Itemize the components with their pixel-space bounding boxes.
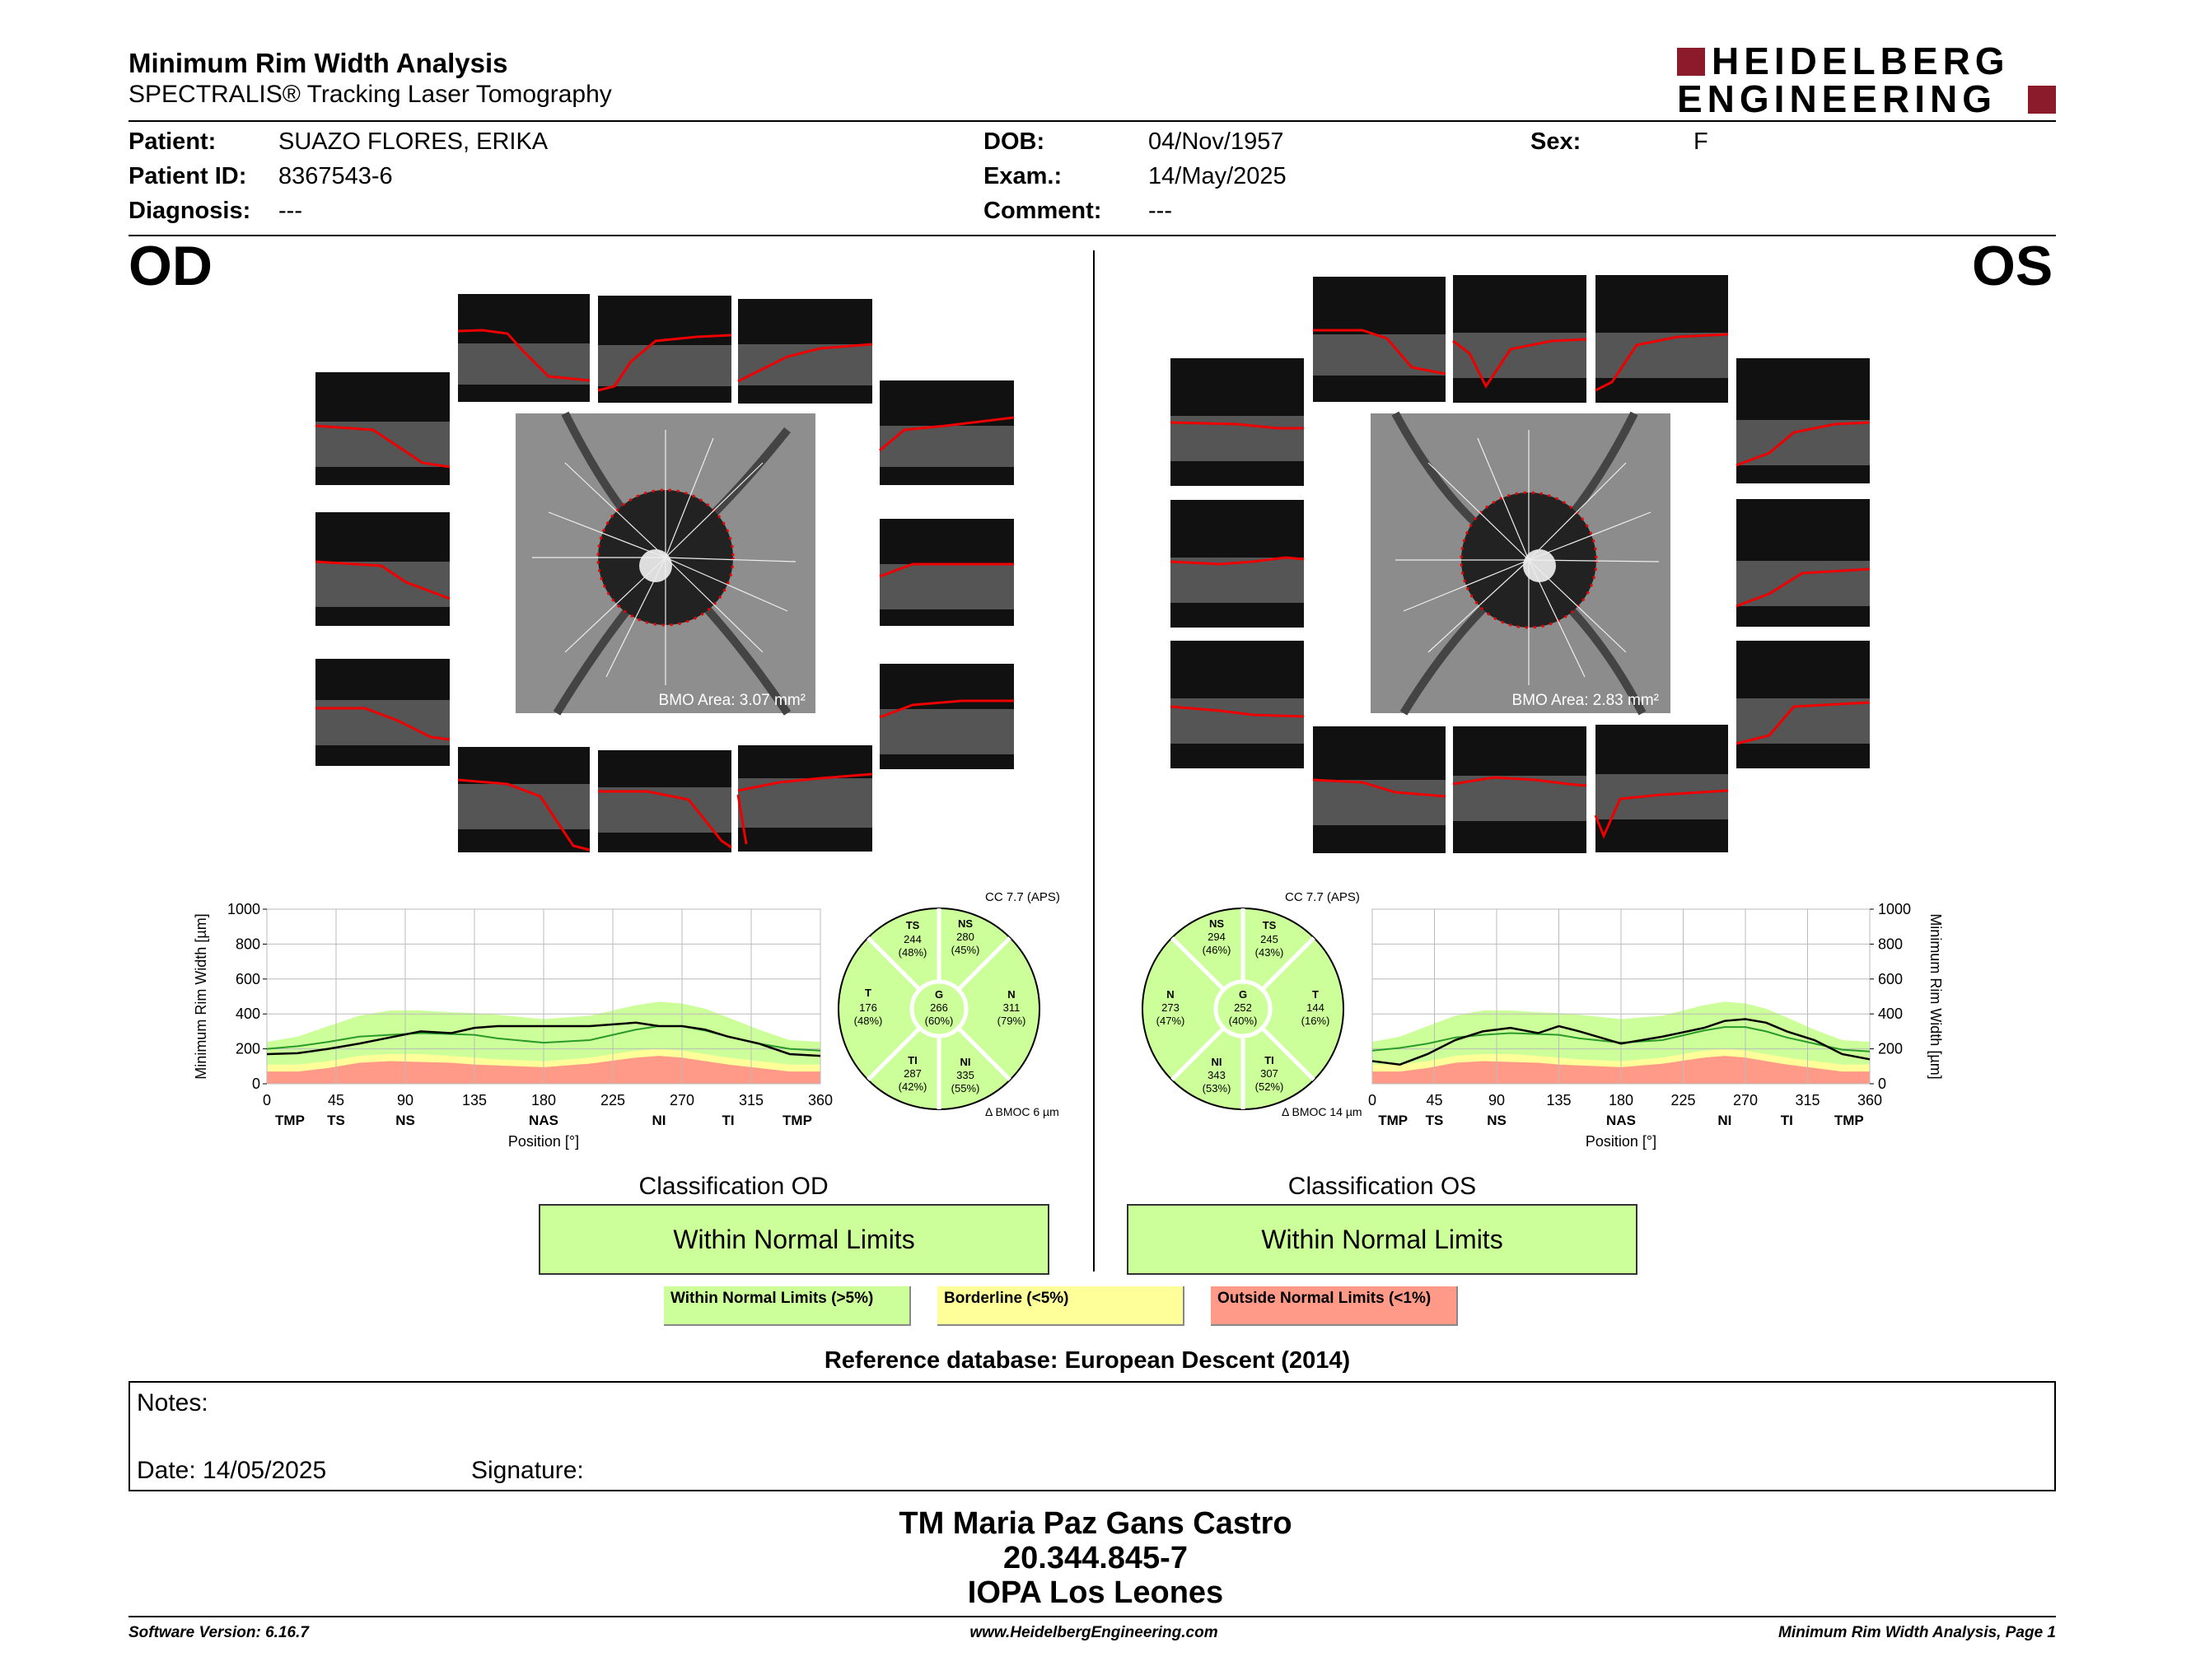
legend-within-normal: Within Normal Limits (>5%) xyxy=(664,1286,911,1326)
os-sector-T-value: 144 xyxy=(1306,1001,1324,1014)
legend-outside-normal: Outside Normal Limits (<1%) xyxy=(1211,1286,1458,1326)
signer-institution: IOPA Los Leones xyxy=(967,1575,1224,1610)
oct-scan[interactable] xyxy=(1170,641,1304,768)
sector-label: TMP xyxy=(275,1113,305,1128)
os-sector-G-value: 252 xyxy=(1234,1001,1252,1014)
os-sector-N-value: 273 xyxy=(1161,1001,1180,1014)
y-tick-label: 600 xyxy=(235,970,260,987)
od-sector-N-pct: (79%) xyxy=(997,1015,1026,1027)
oct-scan[interactable] xyxy=(1595,725,1728,852)
od-sector-NI-name: NI xyxy=(960,1056,971,1068)
sector-label: TI xyxy=(722,1113,735,1128)
oct-scan[interactable] xyxy=(1736,641,1870,768)
oct-scan[interactable] xyxy=(1170,500,1304,628)
signature-label: Signature: xyxy=(471,1457,584,1484)
oct-scan[interactable] xyxy=(458,747,590,852)
logo-text-line2: ENGINEERING xyxy=(1677,77,1997,120)
os-cc-label: CC 7.7 (APS) xyxy=(1285,890,1360,904)
y-tick-label: 800 xyxy=(235,936,260,953)
x-tick-label: 270 xyxy=(669,1092,695,1108)
y-tick-label: 200 xyxy=(1878,1040,1904,1057)
y-tick-label: 0 xyxy=(1878,1076,1887,1092)
x-tick-label: 0 xyxy=(1367,1092,1377,1108)
oct-scan[interactable] xyxy=(1736,358,1870,483)
patient-id: 8367543-6 xyxy=(278,163,393,189)
notes-box[interactable] xyxy=(128,1381,2056,1491)
y-tick-label: 600 xyxy=(1878,970,1904,987)
dob-label: DOB: xyxy=(983,128,1045,155)
delta-icon: Δ xyxy=(985,1105,993,1118)
y-tick-label: 1000 xyxy=(227,901,260,917)
y-tick-label: 400 xyxy=(235,1006,260,1023)
oct-scan[interactable] xyxy=(880,519,1014,626)
oct-scan[interactable] xyxy=(1170,358,1304,486)
od-sector-G-name: G xyxy=(934,988,944,1001)
x-tick-label: 225 xyxy=(1670,1092,1696,1108)
sector-label: TS xyxy=(1425,1113,1444,1128)
os-sector-G-name: G xyxy=(1238,988,1248,1001)
x-tick-label: 90 xyxy=(1488,1092,1506,1108)
oct-scan[interactable] xyxy=(315,659,450,766)
sector-label: TMP xyxy=(782,1113,812,1128)
od-eye-label: OD xyxy=(128,235,213,297)
sex-value: F xyxy=(1693,128,1708,155)
sector-label: TS xyxy=(327,1113,345,1128)
legend-borderline: Borderline (<5%) xyxy=(937,1286,1184,1326)
oct-scan[interactable] xyxy=(1453,726,1586,853)
x-tick-label: 135 xyxy=(1546,1092,1572,1108)
sector-label: NI xyxy=(652,1113,666,1128)
od-sector-N-value: 311 xyxy=(1002,1001,1021,1014)
x-tick-label: 360 xyxy=(1857,1092,1883,1108)
os-sector-N-name: N xyxy=(1166,988,1175,1001)
oct-scan[interactable] xyxy=(1313,277,1446,402)
exam-value: 14/May/2025 xyxy=(1148,163,1287,189)
od-sector-wheel xyxy=(836,906,1042,1112)
diagnosis-value: --- xyxy=(278,198,302,224)
od-sector-TS-pct: (48%) xyxy=(898,946,927,959)
os-sector-TS-name: TS xyxy=(1262,919,1277,931)
y-tick-label: 1000 xyxy=(1878,901,1912,917)
os-classification-title: Classification OS xyxy=(1287,1173,1477,1200)
sector-label: NAS xyxy=(529,1113,558,1128)
od-delta-bmoc: Δ BMOC 6 µm xyxy=(985,1105,1059,1118)
patient-label: Patient: xyxy=(128,128,217,155)
os-sector-NS-pct: (46%) xyxy=(1202,944,1231,956)
signer-name: TM Maria Paz Gans Castro xyxy=(899,1506,1292,1541)
sector-label: NI xyxy=(1717,1113,1732,1128)
oct-scan[interactable] xyxy=(315,372,450,485)
od-classification-title: Classification OD xyxy=(638,1173,829,1200)
date-label: Date: 14/05/2025 xyxy=(137,1457,327,1484)
oct-scan[interactable] xyxy=(738,745,872,852)
od-sector-NS-pct: (45%) xyxy=(951,944,980,956)
oct-scan[interactable] xyxy=(458,294,590,402)
od-sector-TI-name: TI xyxy=(908,1054,918,1066)
oct-scan[interactable] xyxy=(598,750,731,852)
footer-divider xyxy=(128,1616,2056,1617)
y-tick-label: 0 xyxy=(251,1076,260,1092)
y-tick-label: 200 xyxy=(235,1040,260,1057)
os-fundus-image[interactable] xyxy=(1371,413,1670,713)
logo-text-line1: HEIDELBERG xyxy=(1712,40,2010,82)
patient-name: SUAZO FLORES, ERIKA xyxy=(278,128,549,155)
website-link[interactable]: www.HeidelbergEngineering.com xyxy=(969,1624,1218,1641)
x-axis-title: Position [°] xyxy=(1585,1133,1657,1150)
os-sector-TI-name: TI xyxy=(1264,1054,1274,1066)
sector-label: NS xyxy=(395,1113,415,1128)
x-tick-label: 360 xyxy=(807,1092,834,1108)
od-sector-NS-value: 280 xyxy=(956,931,974,943)
os-sector-N-pct: (47%) xyxy=(1156,1015,1185,1027)
od-sector-NI-pct: (55%) xyxy=(951,1082,980,1094)
od-sector-G-value: 266 xyxy=(930,1001,948,1014)
sector-label: NS xyxy=(1487,1113,1507,1128)
x-tick-label: 225 xyxy=(600,1092,626,1108)
od-sector-T-pct: (48%) xyxy=(853,1015,883,1027)
os-sector-NS-name: NS xyxy=(1208,917,1225,930)
signer-id: 20.344.845-7 xyxy=(1003,1541,1188,1575)
od-sector-T-name: T xyxy=(865,987,871,999)
diagnosis-label: Diagnosis: xyxy=(128,198,251,224)
od-cc-label: CC 7.7 (APS) xyxy=(985,890,1060,904)
oct-scan[interactable] xyxy=(1595,275,1728,403)
x-tick-label: 180 xyxy=(1608,1092,1634,1108)
od-sector-TS-name: TS xyxy=(905,919,920,931)
report-subtitle: SPECTRALIS® Tracking Laser Tomography xyxy=(128,81,612,108)
sector-label: NAS xyxy=(1606,1113,1636,1128)
os-delta-bmoc: Δ BMOC 14 µm xyxy=(1282,1105,1362,1118)
os-sector-T-name: T xyxy=(1312,988,1319,1001)
page-info: Minimum Rim Width Analysis, Page 1 xyxy=(1778,1624,2056,1641)
od-sector-N-name: N xyxy=(1007,988,1016,1001)
x-tick-label: 0 xyxy=(262,1092,272,1108)
od-fundus-image[interactable] xyxy=(516,413,815,713)
oct-scan[interactable] xyxy=(598,296,731,403)
os-sector-TS-pct: (43%) xyxy=(1254,946,1284,959)
os-sector-wheel xyxy=(1140,906,1346,1112)
os-mrw-chart xyxy=(1359,898,2026,1169)
sector-label: TMP xyxy=(1378,1113,1408,1128)
comment-value: --- xyxy=(1148,198,1172,224)
od-bmo-area: BMO Area: 3.07 mm² xyxy=(658,692,806,709)
od-mrw-chart xyxy=(189,898,834,1169)
center-divider xyxy=(1093,250,1095,1272)
x-axis-title: Position [°] xyxy=(507,1133,580,1150)
x-tick-label: 45 xyxy=(1426,1092,1443,1108)
oct-scan[interactable] xyxy=(880,380,1014,485)
od-classification-result: Within Normal Limits xyxy=(539,1204,1049,1275)
od-sector-TI-pct: (42%) xyxy=(898,1080,927,1093)
y-tick-label: 800 xyxy=(1878,936,1904,953)
os-bmo-area: BMO Area: 2.83 mm² xyxy=(1511,692,1659,709)
od-sector-G-pct: (60%) xyxy=(924,1015,954,1027)
x-tick-label: 315 xyxy=(738,1092,764,1108)
sector-label: TI xyxy=(1780,1113,1793,1128)
x-tick-label: 135 xyxy=(461,1092,488,1108)
software-version: Software Version: 6.16.7 xyxy=(128,1624,309,1641)
x-tick-label: 45 xyxy=(327,1092,345,1108)
os-sector-NI-name: NI xyxy=(1211,1056,1222,1068)
os-sector-G-pct: (40%) xyxy=(1228,1015,1258,1027)
sex-label: Sex: xyxy=(1530,128,1581,155)
od-sector-TS-value: 244 xyxy=(904,933,922,945)
x-tick-label: 270 xyxy=(1732,1092,1759,1108)
od-sector-TI-value: 287 xyxy=(904,1067,922,1080)
y-axis-title: Minimum Rim Width [µm] xyxy=(1927,913,1944,1080)
os-classification-result: Within Normal Limits xyxy=(1127,1204,1637,1275)
reference-database: Reference database: European Descent (2014) xyxy=(824,1347,1351,1374)
os-sector-NS-value: 294 xyxy=(1208,931,1226,943)
os-sector-TI-pct: (52%) xyxy=(1254,1080,1284,1093)
os-sector-TS-value: 245 xyxy=(1260,933,1278,945)
od-sector-T-value: 176 xyxy=(859,1001,877,1014)
y-tick-label: 400 xyxy=(1878,1006,1904,1023)
od-sector-NI-value: 335 xyxy=(956,1069,974,1081)
sector-label: TMP xyxy=(1834,1113,1864,1128)
os-sector-T-pct: (16%) xyxy=(1301,1015,1330,1027)
x-tick-label: 90 xyxy=(396,1092,414,1108)
os-sector-NI-pct: (53%) xyxy=(1202,1082,1231,1094)
header-divider xyxy=(128,120,2056,122)
os-eye-label: OS xyxy=(1972,235,2053,297)
dob-value: 04/Nov/1957 xyxy=(1148,128,1284,155)
patient-id-label: Patient ID: xyxy=(128,163,247,189)
notes-label: Notes: xyxy=(137,1389,208,1416)
oct-scan[interactable] xyxy=(1453,275,1586,403)
delta-icon: Δ xyxy=(1282,1105,1289,1118)
comment-label: Comment: xyxy=(983,198,1102,224)
x-tick-label: 315 xyxy=(1795,1092,1820,1108)
y-axis-title: Minimum Rim Width [µm] xyxy=(193,913,209,1080)
oct-scan[interactable] xyxy=(1736,499,1870,627)
od-sector-NS-name: NS xyxy=(957,917,974,930)
report-title: Minimum Rim Width Analysis xyxy=(128,48,508,78)
os-sector-TI-value: 307 xyxy=(1260,1067,1278,1080)
exam-label: Exam.: xyxy=(983,163,1063,189)
heidelberg-logo xyxy=(1677,40,2056,120)
os-sector-NI-value: 343 xyxy=(1208,1069,1226,1081)
oct-scan[interactable] xyxy=(880,664,1014,769)
oct-scan[interactable] xyxy=(1313,726,1446,853)
patient-divider xyxy=(128,235,2056,236)
x-tick-label: 180 xyxy=(530,1092,557,1108)
oct-scan[interactable] xyxy=(315,512,450,626)
oct-scan[interactable] xyxy=(738,299,872,404)
